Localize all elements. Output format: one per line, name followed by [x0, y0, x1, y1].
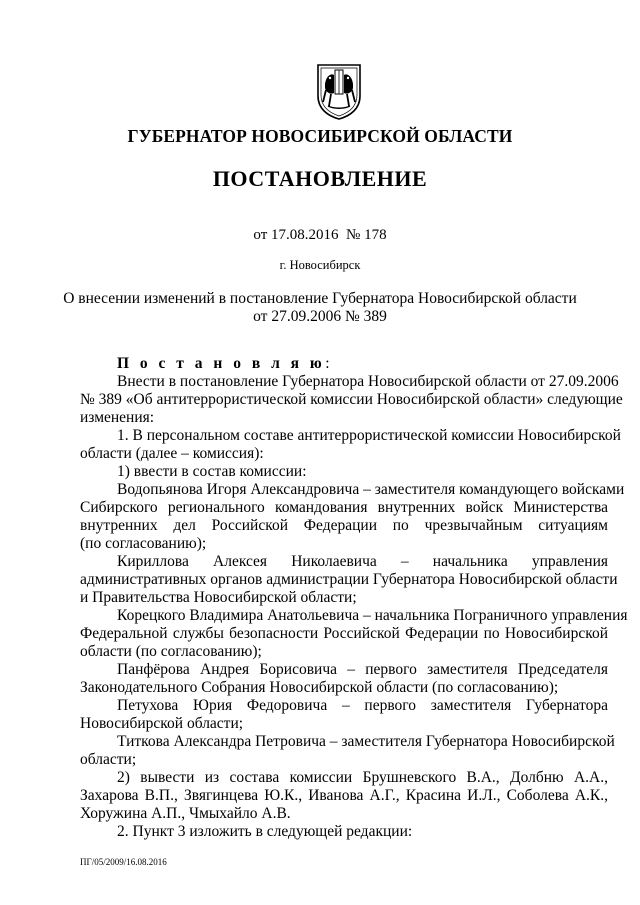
subject-line: О внесении изменений в постановление Губернатора Новосибирской области: [63, 290, 577, 307]
body-line: Кириллова Алексея Николаевича – начальника управления: [117, 553, 608, 570]
body-line: Федеральной службы безопасности Российской Федерации по Новосибирской: [80, 625, 608, 642]
body-line: Сибирского регионального командования внутренних войск Министерства: [80, 499, 608, 516]
document-subject: [0, 290, 640, 326]
body-line: Законодательного Собрания Новосибирской области (по согласованию);: [80, 679, 559, 696]
organization-title: ГУБЕРНАТОР НОВОСИБИРСКОЙ ОБЛАСТИ: [127, 126, 513, 146]
decree-heading: [80, 355, 608, 373]
body-line: Титкова Александра Петровича – заместителя Губернатора Новосибирской: [117, 733, 615, 750]
body-line: Водопьянова Игоря Александровича – заместителя командующего войсками: [117, 481, 625, 498]
coat-of-arms-icon: [314, 62, 364, 120]
document-body: [80, 355, 628, 841]
body-line: Петухова Юрия Федоровича – первого заместителя Губернатора: [117, 697, 608, 714]
body-line: области;: [80, 751, 137, 768]
body-line: 2. Пункт 3 изложить в следующей редакции:: [117, 823, 413, 840]
body-line: области (далее – комиссия):: [80, 445, 264, 462]
document-type-title: ПОСТАНОВЛЕНИЕ: [212, 166, 428, 191]
body-line: 1. В персональном составе антитеррористической комиссии Новосибирской: [117, 427, 621, 444]
decree-colon: :: [325, 355, 330, 372]
body-line: 2) вывести из состава комиссии Брушневского В.А., Долбню А.А.,: [117, 769, 608, 786]
body-line: Захарова В.П., Звягинцева Ю.К., Иванова А.Г., Красина И.Л., Соболева А.К.,: [80, 787, 608, 804]
document-city: г. Новосибирск: [279, 258, 361, 272]
body-line: 1) ввести в состав комиссии:: [117, 463, 307, 480]
body-line: № 389 «Об антитеррористической комиссии Новосибирской области» следующие: [80, 391, 623, 408]
body-line: изменения:: [80, 409, 155, 426]
body-line: области (по согласованию);: [80, 643, 262, 660]
body-line: Панфёрова Андрея Борисовича – первого заместителя Председателя: [117, 661, 608, 678]
body-line: Корецкого Владимира Анатольевича – начальника Пограничного управления: [117, 607, 628, 624]
body-line: административных органов администрации Губернатора Новосибирской области: [80, 571, 618, 588]
document-date-number: от 17.08.2016 № 178: [253, 227, 387, 243]
body-line: и Правительства Новосибирской области;: [80, 589, 357, 606]
decree-word: П о с т а н о в л я ю: [117, 355, 326, 372]
body-line: внутренних дел Российской Федерации по чрезвычайным ситуациям: [80, 517, 608, 534]
body-line: Внести в постановление Губернатора Новосибирской области от 27.09.2006: [117, 373, 619, 390]
subject-line: от 27.09.2006 № 389: [253, 308, 387, 325]
body-line: (по согласованию);: [80, 535, 207, 552]
body-line: Хоружина А.П., Чмыхайло А.В.: [80, 805, 291, 822]
body-line: Новосибирской области;: [80, 715, 244, 732]
document-code-footer: ПГ/05/2009/16.08.2016: [80, 857, 167, 867]
